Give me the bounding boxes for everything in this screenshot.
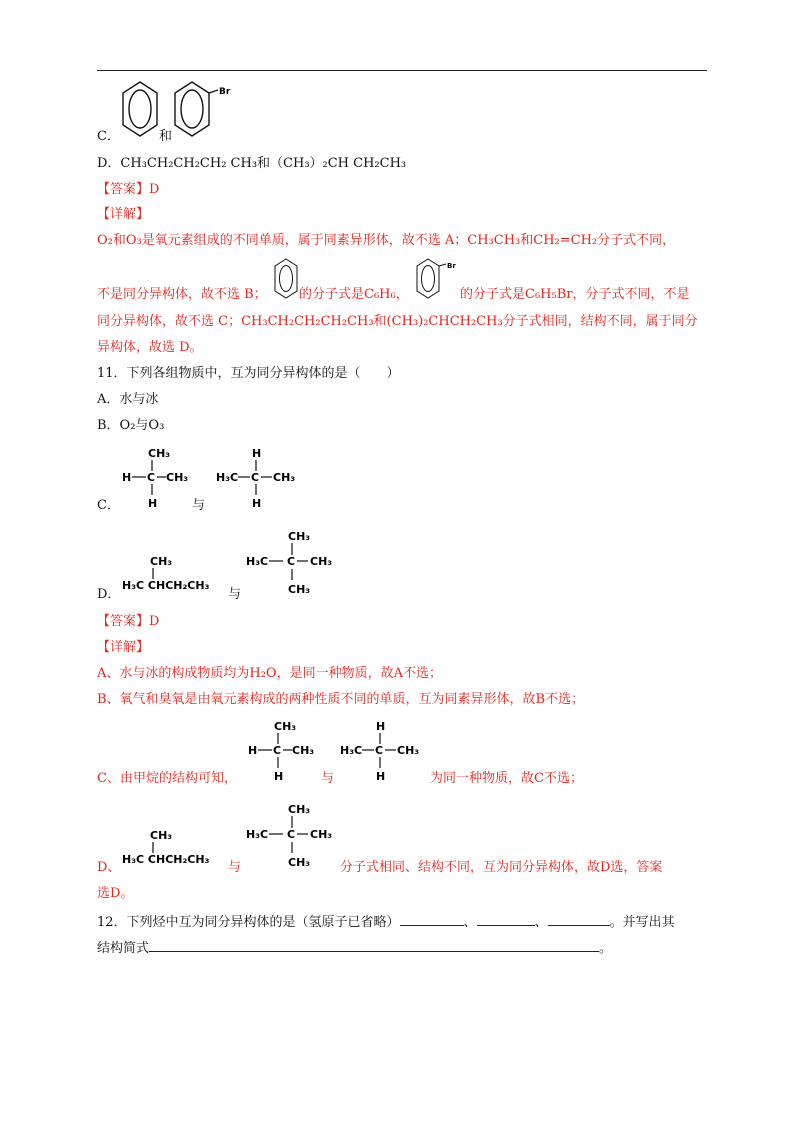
q11-detail-d-and: 与 xyxy=(228,860,242,875)
q10-option-c-label: C． xyxy=(97,129,120,144)
svg-text:H: H xyxy=(252,447,262,460)
q11-detail-d-suffix: 分子式相同、结构不同，互为同分异构体，故D选，答案 xyxy=(340,860,663,875)
svg-text:CH₃: CH₃ xyxy=(150,555,173,568)
benzene-inline-icon xyxy=(274,258,298,300)
svg-text:H: H xyxy=(148,497,158,510)
svg-text:C: C xyxy=(251,471,260,484)
svg-text:H₃C: H₃C xyxy=(246,828,269,841)
header-rule xyxy=(97,70,707,71)
q10-option-c-and: 和 xyxy=(159,129,173,144)
q11-option-d-label: D． xyxy=(97,587,121,602)
q10-detail-line-2a: 不是同分异构体，故不选 B； xyxy=(97,287,267,302)
svg-text:H: H xyxy=(248,744,258,757)
q11-option-c-and: 与 xyxy=(192,498,206,513)
svg-text:CH₃: CH₃ xyxy=(292,744,315,757)
q10-detail-heading: 【详解】 xyxy=(97,207,150,222)
q10-answer: 【答案】D xyxy=(97,182,160,197)
q11-option-b: B．O₂与O₃ xyxy=(97,418,165,433)
q11-detail-b: B、氧气和臭氧是由氧元素构成的两种性质不同的单质，互为同素异形体，故B不选； xyxy=(97,692,585,707)
svg-text:H: H xyxy=(376,720,386,733)
q10-detail-line-2b: 的分子式是C₆H₆， xyxy=(299,287,409,302)
bromobenzene-structure xyxy=(172,80,242,140)
svg-text:CH₃: CH₃ xyxy=(397,744,420,757)
svg-text:H₃C: H₃C xyxy=(216,471,239,484)
q10-option-d: D．CH₃CH₂CH₂CH₂ CH₃和（CH₃）₂CH CH₂CH₃ xyxy=(97,156,407,171)
svg-text:C: C xyxy=(147,471,156,484)
svg-text:H: H xyxy=(122,471,132,484)
svg-text:C: C xyxy=(273,744,282,757)
svg-text:CH₃: CH₃ xyxy=(148,447,171,460)
q11-detail-c-suffix: 为同一种物质，故C不选； xyxy=(430,771,583,786)
q11-stem: 11．下列各组物质中，互为同分异构体的是（ ） xyxy=(97,366,400,381)
q11-detail-a: A、水与冰的构成物质均为H₂O，是同一种物质，故A不选； xyxy=(97,666,442,681)
svg-text:H₃C: H₃C xyxy=(340,744,363,757)
q10-detail-line-3: 同分异构体，故不选 C；CH₃CH₂CH₂CH₂CH₃和(CH₃)₂CHCH₂CH₃分子式相同，结构不同，属于同分 xyxy=(97,314,698,329)
bromobenzene-inline-icon xyxy=(416,258,462,300)
svg-text:C: C xyxy=(375,744,384,757)
q12-line-1: 12．下列烃中互为同分异构体的是（氢原子已省略） 、 、 。并写出其 xyxy=(97,911,675,932)
bromo-label: Br xyxy=(219,87,231,97)
q10-detail-line-1: O₂和O₃是氧元素组成的不同单质，属于同素异形体，故不选 A；CH₃CH₃和CH₂=CH₂分子式不同， xyxy=(97,233,676,248)
svg-text:H₃C CHCH₂CH₃: H₃C CHCH₂CH₃ xyxy=(122,853,210,866)
q11-detail-d-structure-1 xyxy=(120,826,240,871)
svg-text:H: H xyxy=(274,770,284,783)
q12-structure-blank[interactable] xyxy=(149,937,599,952)
svg-text:C: C xyxy=(287,555,296,568)
svg-text:CH₃: CH₃ xyxy=(150,829,173,842)
q11-detail-d-structure-2 xyxy=(244,800,344,872)
q11-detail-c-prefix: C、由甲烷的结构可知， xyxy=(97,771,237,786)
q11-d-structure-neopentane xyxy=(244,527,344,599)
svg-text:CH₃: CH₃ xyxy=(310,828,333,841)
q10-detail-line-4: 异构体，故选 D。 xyxy=(97,340,203,355)
q12-stem: 12．下列烃中互为同分异构体的是（氢原子已省略） xyxy=(97,915,400,930)
svg-text:H₃C: H₃C xyxy=(246,555,269,568)
q11-c-structure-ethane-2 xyxy=(214,444,314,514)
q10-detail-line-2c: 的分子式是C₆H₅Br，分子式不同，不是 xyxy=(460,287,690,302)
q12-line-2: 结构简式 。 xyxy=(97,937,612,958)
svg-text:CH₃: CH₃ xyxy=(288,530,311,543)
q12-structure-prompt: 结构简式 xyxy=(97,941,150,956)
q11-option-c-label: C． xyxy=(97,498,120,513)
q11-option-d-and: 与 xyxy=(228,587,242,602)
svg-text:CH₃: CH₃ xyxy=(288,856,311,869)
q11-detail-heading: 【详解】 xyxy=(97,640,150,655)
q11-c-structure-ethane-1 xyxy=(120,444,200,514)
q11-detail-c-and: 与 xyxy=(321,771,335,786)
q12-answer-blank-1[interactable] xyxy=(400,911,464,926)
q12-answer-blank-3[interactable] xyxy=(548,911,610,926)
svg-text:H₃C CHCH₂CH₃: H₃C CHCH₂CH₃ xyxy=(122,579,210,592)
q11-detail-d-end: 选D。 xyxy=(97,886,134,901)
svg-text:CH₃: CH₃ xyxy=(310,555,333,568)
q11-detail-c-structure-2 xyxy=(338,717,438,783)
q11-d-structure-isopentane xyxy=(120,552,240,597)
svg-text:H: H xyxy=(252,497,262,510)
q11-detail-c-structure-1 xyxy=(246,717,326,783)
svg-text:Br: Br xyxy=(447,262,456,270)
q11-detail-d-prefix: D、 xyxy=(97,860,121,875)
svg-text:CH₃: CH₃ xyxy=(166,471,189,484)
svg-text:H: H xyxy=(376,770,386,783)
svg-text:C: C xyxy=(287,828,296,841)
benzene-structure xyxy=(120,80,160,140)
svg-text:CH₃: CH₃ xyxy=(273,471,296,484)
q11-option-a: A．水与冰 xyxy=(97,392,159,407)
svg-text:CH₃: CH₃ xyxy=(288,803,311,816)
svg-text:CH₃: CH₃ xyxy=(288,583,311,596)
q11-answer: 【答案】D xyxy=(97,614,160,629)
q12-answer-blank-2[interactable] xyxy=(477,911,535,926)
svg-text:CH₃: CH₃ xyxy=(274,720,297,733)
